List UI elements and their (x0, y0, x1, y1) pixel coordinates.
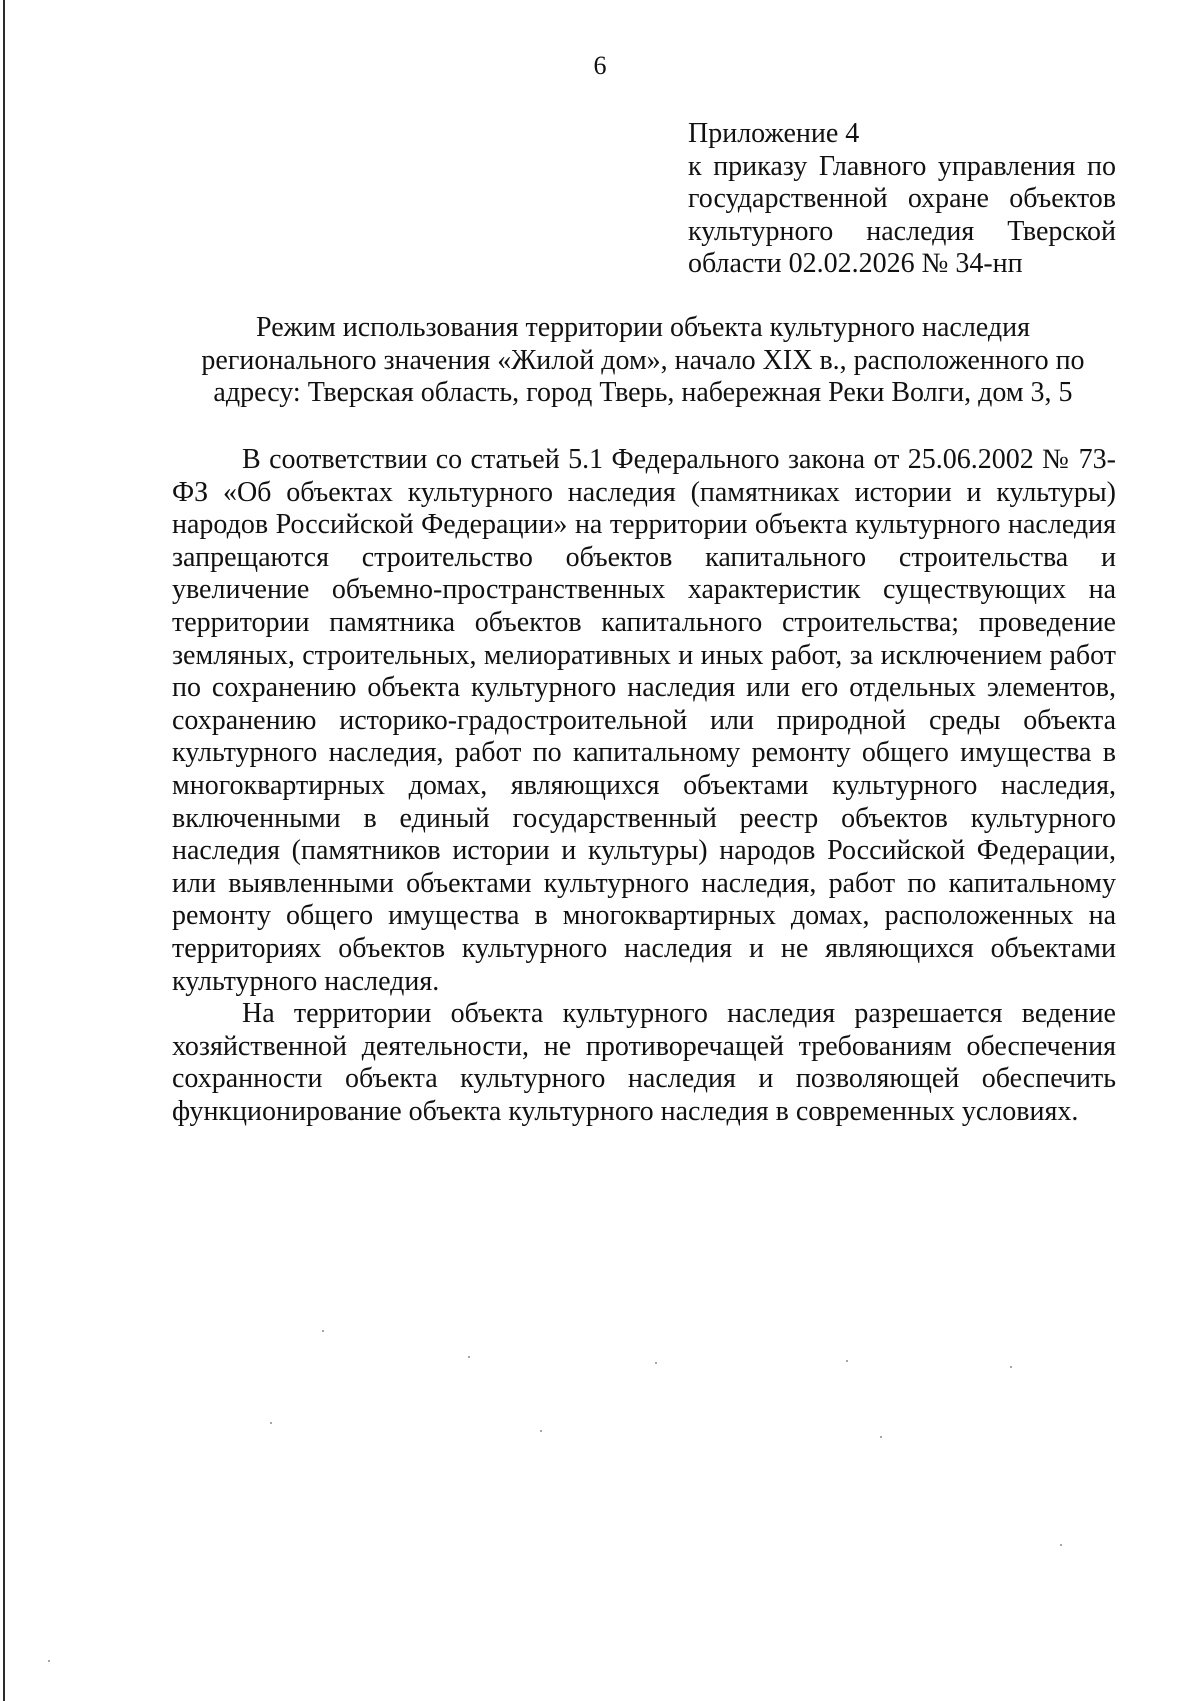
page-number: 6 (593, 51, 607, 80)
scan-noise-dot (655, 1362, 657, 1364)
appendix-header (688, 118, 1116, 281)
scan-noise-dot (270, 1422, 272, 1424)
scan-noise-dot (468, 1356, 470, 1358)
scan-noise-dot (880, 1436, 882, 1438)
scan-noise-dot (48, 1660, 50, 1662)
scan-noise-dot (1010, 1366, 1012, 1368)
scan-noise-dot (322, 1330, 324, 1332)
appendix-reference: к приказу Главного управления по государственной охране объектов культурного наследия Тверской области 02.02.2026 № 34-нп (688, 150, 1116, 279)
heading-line-1: Режим использования территории объекта культурного наследия (256, 312, 1030, 343)
scan-page-edge (3, 0, 5, 1701)
appendix-title: Приложение 4 (688, 118, 860, 149)
heading-line-3: адресу: Тверская область, город Тверь, набережная Реки Волги, дом 3, 5 (213, 377, 1073, 408)
scan-noise-dot (1060, 1544, 1062, 1546)
scan-noise-dot (540, 1430, 542, 1432)
heading-line-2: регионального значения «Жилой дом», начало XIX в., расположенного по (201, 344, 1085, 376)
paragraph-prohibitions: В соответствии со статьей 5.1 Федерального закона от 25.06.2002 № 73-ФЗ «Об объектах культурного наследия (памятниках истории и культуры) народов Российской Федерации» на территории объекта культурного наследия запрещаются строительство объектов капитального строительства и увеличение объемно-пространственных характеристик существующих на территории памятника объектов капитального строительства; проведение земляных, строительных, мелиоративных и иных работ, за исключением работ по сохранению объекта культурного наследия или его отдельных элементов, сохранению историко-градостроительной или природной среды объекта культурного наследия, работ по капитальному ремонту общего имущества в многоквартирных домах, являющихся объектами культурного наследия, включенными в единый государственный реестр объектов культурного наследия (памятников истории и культуры) народов Российской Федерации, или выявленными объектами культурного наследия, работ по капитальному ремонту общего имущества в многоквартирных домах, расположенных на территориях объектов культурного наследия и не являющихся объектами культурного наследия. (172, 444, 1116, 997)
scan-noise-dot (846, 1360, 848, 1362)
document-heading (170, 312, 1116, 410)
document-body (172, 444, 1116, 1128)
paragraph-permissions: На территории объекта культурного наследия разрешается ведение хозяйственной деятельности, не противоречащей требованиям обеспечения сохранности объекта культурного наследия и позволяющей обеспечить функционирование объекта культурного наследия в современных условиях. (172, 998, 1116, 1127)
